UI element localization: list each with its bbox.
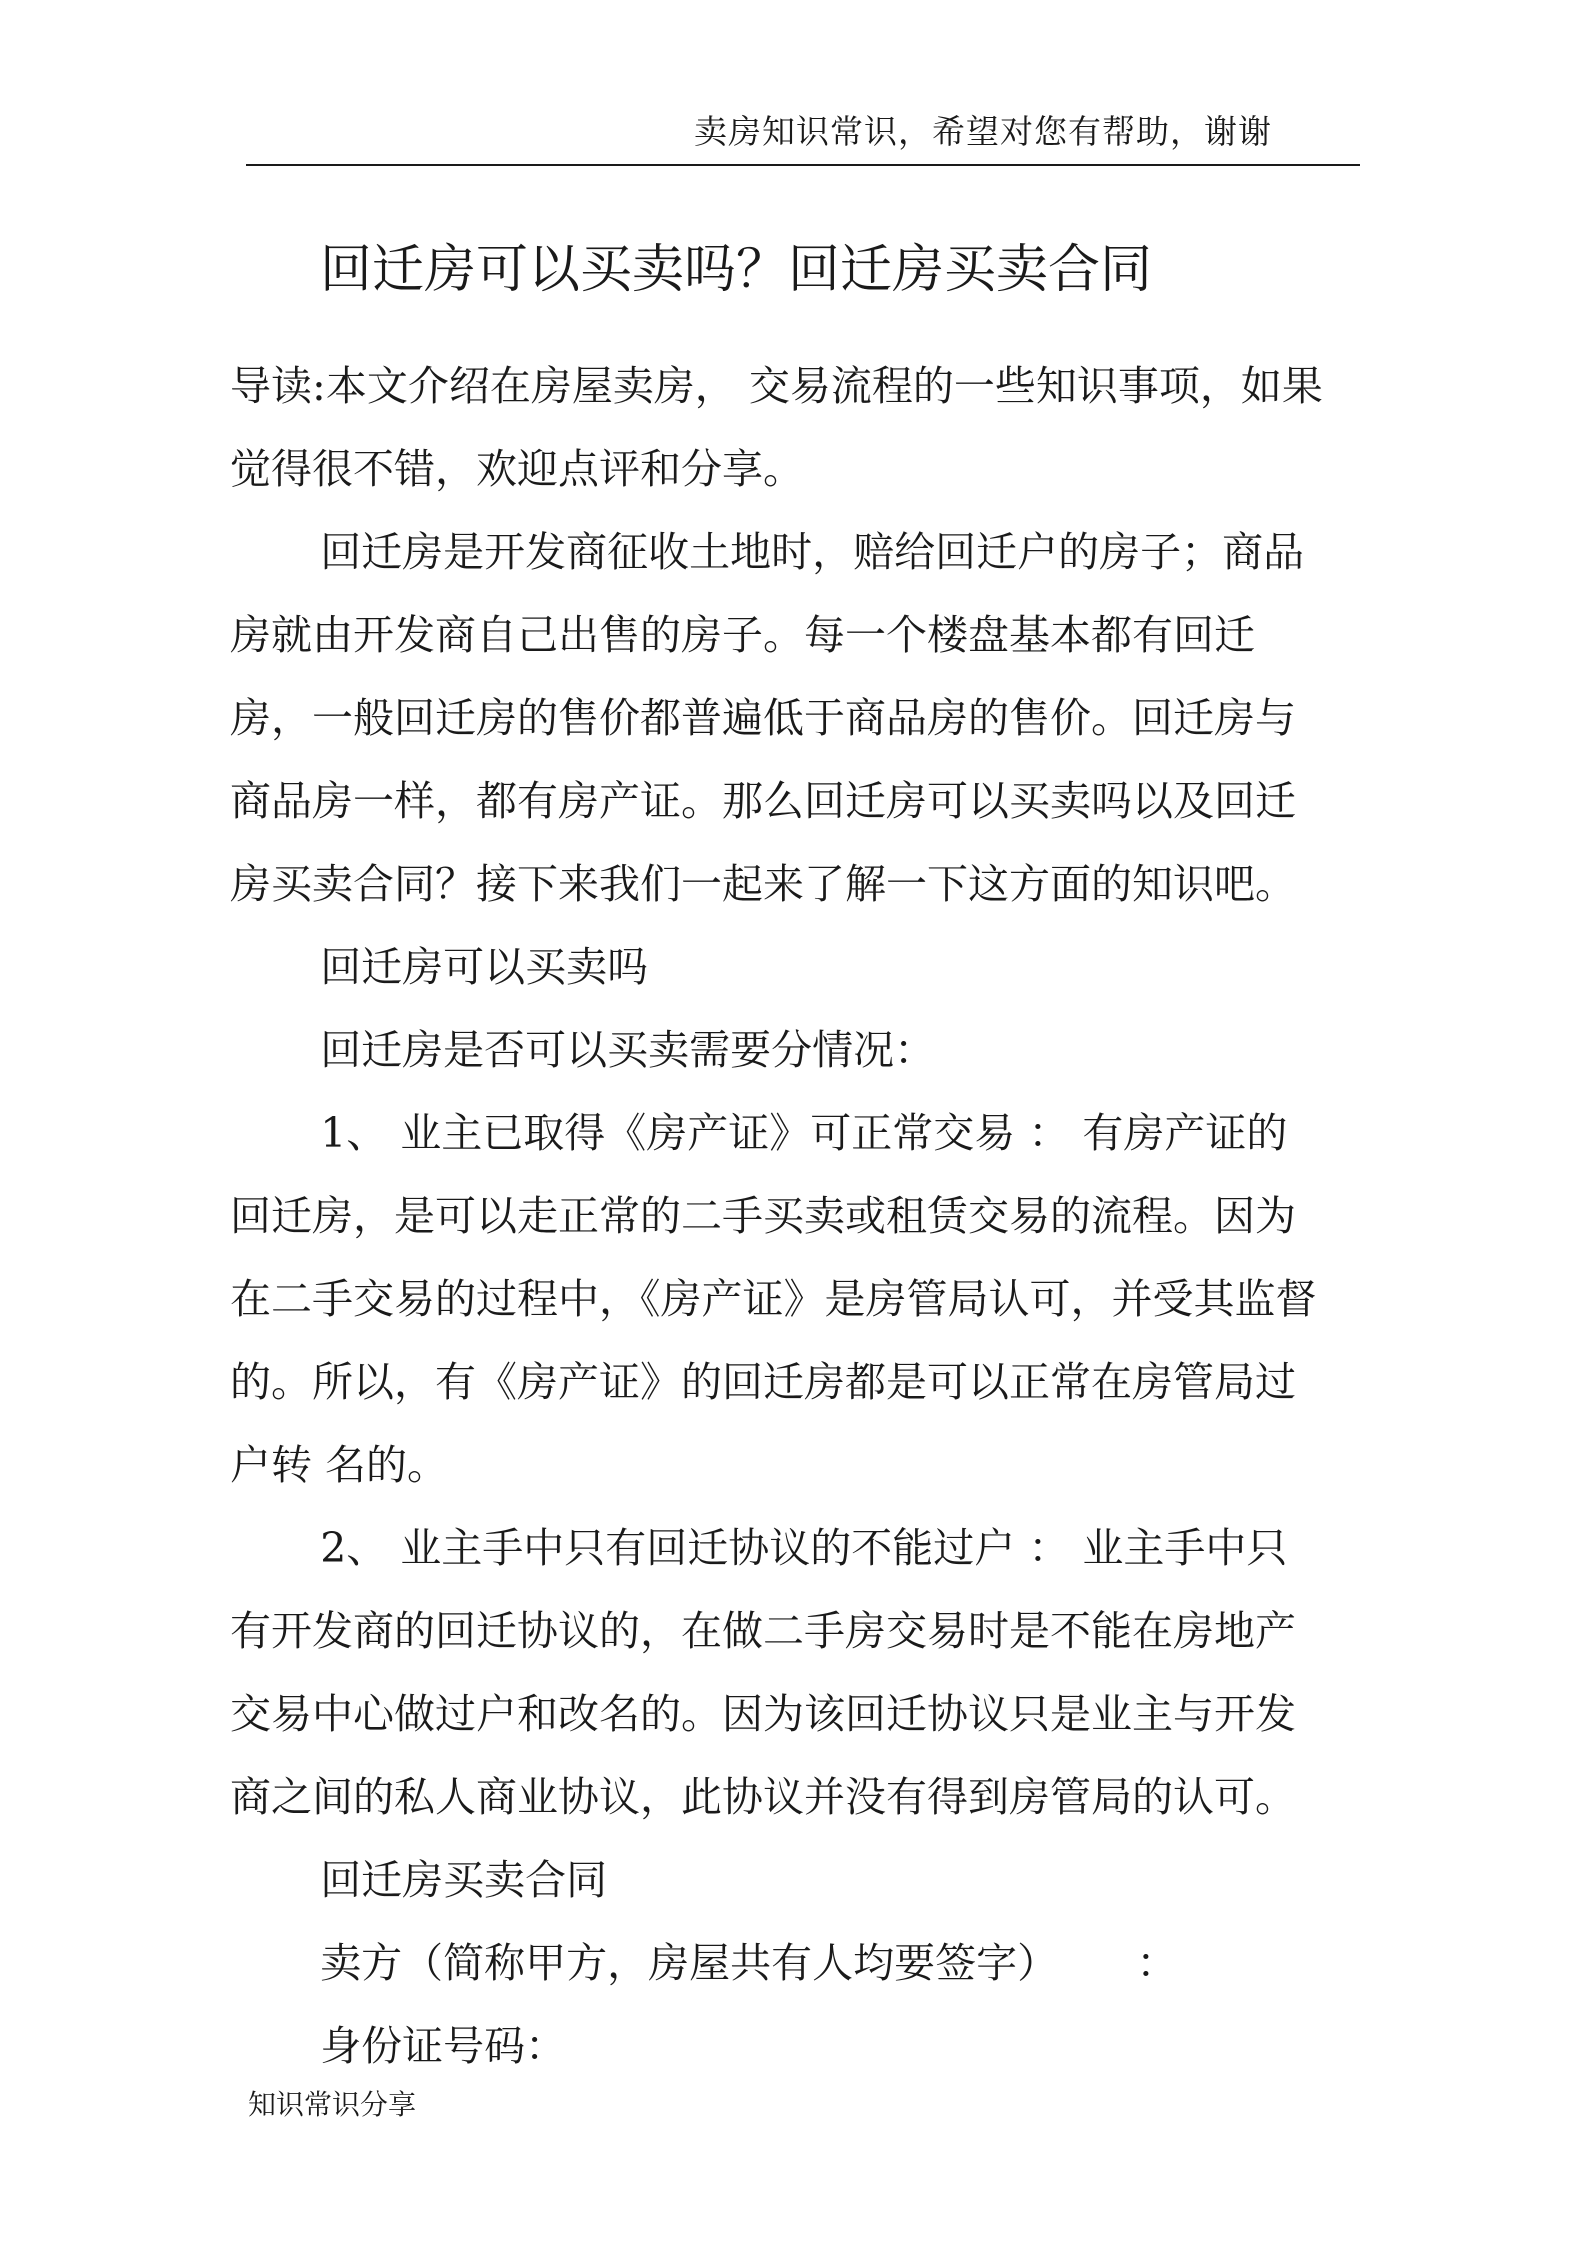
header-text: 卖房知识常识，希望对您有帮助，谢谢 — [694, 112, 1272, 151]
document-title: 回迁房可以买卖吗？回迁房买卖合同 — [320, 240, 1153, 300]
paragraph-case-2: 2、 业主手中只有回迁协议的不能过户 ： 业主手中只有开发商的回迁协议的，在做二手房交易时是不能在房地产交易中心做过户和改名的。因为该回迁协议只是业主与开发商之间的私人商业协议，此协议并没有得到房管局的认可。 — [230, 1524, 1296, 1821]
paragraph-subheading-contract: 回迁房买卖合同 — [320, 1856, 608, 1904]
paragraph-case-1: 1、 业主已取得《房产证》可正常交易 ： 有房产证的回迁房，是可以走正常的二手买卖或租赁交易的流程。因为在二手交易的过程中，《房产证》是房管局认可，并受其监督的。所以，有《房产证》的回迁房都是可以正常在房管局过户转 名的。 — [230, 1109, 1317, 1489]
paragraph-cases-lead: 回迁房是否可以买卖需要分情况： — [320, 1026, 936, 1074]
paragraph-intro: 导读:本文介绍在房屋卖房， 交易流程的一些知识事项，如果觉得很不错，欢迎点评和分享。 — [230, 362, 1323, 493]
document-body — [230, 345, 1326, 2088]
paragraph-overview: 回迁房是开发商征收土地时，赔给回迁户的房子；商品房就由开发商自己出售的房子。每一个楼盘基本都有回迁房，一般回迁房的售价都普遍低于商品房的售价。回迁房与商品房一样，都有房产证。那么回迁房可以买卖吗以及回迁房买卖合同？接下来我们一起来了解一下这方面的知识吧。 — [230, 528, 1305, 908]
page-footer-text: 知识常识分享 — [248, 2088, 417, 2121]
paragraph-seller-line: 卖方（简称甲方，房屋共有人均要签字） ： — [320, 1939, 1178, 1987]
paragraph-id-number-line: 身份证号码： — [320, 2022, 567, 2070]
paragraph-subheading-can-trade: 回迁房可以买卖吗 — [320, 943, 649, 991]
page-header — [246, 112, 1360, 166]
